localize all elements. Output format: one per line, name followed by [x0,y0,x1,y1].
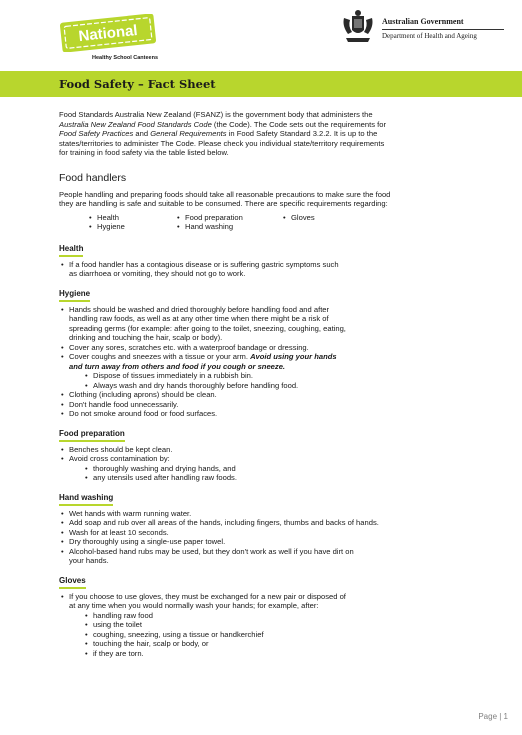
intro-text: in Food Safety Standard 3.2.2. It is up to the [226,129,378,138]
hand-washing-section [59,493,479,566]
logo-subtitle: Healthy School Canteens [92,55,159,61]
list-item-text: Avoid cross contamination by: [69,454,170,463]
list-item-text: Alcohol-based hand rubs may be used, but they don't work as well if you have dirt on [69,546,354,556]
list-item [59,352,479,390]
requirement-item: • Gloves [283,213,363,223]
intro-line: states/territories to administer The Code. Please check you individual state/territory requirements [59,138,385,148]
sub-list-item: • using the toilet [83,620,479,630]
sub-list-item: • thoroughly washing and drying hands, and [83,464,479,474]
requirement-item: • Health [89,213,177,223]
coat-of-arms-icon [340,8,376,46]
page-title: Food Safety – Fact Sheet [59,77,216,91]
list-item-text: at any time when you would normally wash your hands; for example, after: [69,601,319,610]
food-handlers-line: they are handling is safe and suitable to be consumed. There are specific requirements regarding: [59,199,388,208]
list-item [59,592,479,659]
health-list [59,260,479,279]
list-item: • Don't handle food unnecessarily. [59,400,479,410]
sub-list-item: • touching the hair, scalp or body, or [83,639,479,649]
list-item-text: drinking and touching the hair, scalp or body). [69,333,223,342]
list-item: • Wash for at least 10 seconds. [59,528,479,538]
logo-text: National [77,21,139,46]
food-handlers-line: People handling and preparing foods should take all reasonable precautions to make sure the food [59,189,391,199]
intro-line: for training in food safety via the table listed below. [59,148,229,157]
list-item: • Add soap and rub over all areas of the hands, including fingers, thumbs and backs of hands. [59,518,479,528]
food-handlers-heading: Food handlers [59,171,127,184]
sub-list-item: • Dispose of tissues immediately in a rubbish bin. [83,371,479,381]
title-bar [0,71,522,97]
food-preparation-sublist [69,464,479,483]
list-item-text: spreading germs (for example: after going to the toilet, sneezing, coughing, eating, [69,323,346,333]
list-item-text: handling raw foods, as well as at any other time when there might be a risk of [69,314,329,323]
list-item: • Benches should be kept clean. [59,445,479,455]
list-item-text: your hands. [69,556,109,565]
hand-washing-list [59,509,479,566]
gloves-list [59,592,479,659]
main-content [59,110,479,668]
intro-italic: Food Safety Practices [59,129,134,138]
intro-line [59,129,479,139]
hygiene-heading: Hygiene [59,289,90,302]
gloves-heading: Gloves [59,576,86,589]
page-number: Page | 1 [478,712,508,721]
list-item [59,547,479,566]
intro-text: (the Code). The Code sets out the requirements for [211,119,386,129]
list-item-text: as diarrhoea or vomiting, they should not go to work. [69,269,246,278]
health-section [59,244,479,279]
sub-list-item: • handling raw food [83,611,479,621]
gov-name: Australian Government [382,17,464,26]
food-preparation-heading: Food preparation [59,429,125,442]
gloves-sublist [69,611,479,659]
government-logo [340,8,510,48]
sub-list-item: • Always wash and dry hands thoroughly before handling food. [83,381,479,391]
list-item-text: Cover coughs and sneezes with a tissue or your arm. [69,352,251,361]
health-heading: Health [59,244,83,257]
list-item: • Dry thoroughly using a single-use paper towel. [59,537,479,547]
list-item-emphasis: and turn away from others and food if you cough or sneeze. [69,361,286,371]
requirement-item: • Hand washing [177,222,283,232]
requirements-list [89,213,479,232]
list-item: • Cover any sores, scratches etc. with a waterproof bandage or dressing. [59,343,479,353]
list-item [59,305,479,343]
list-item: • Wet hands with warm running water. [59,509,479,519]
hand-washing-heading: Hand washing [59,493,113,506]
list-item-text: Hands should be washed and dried thoroughly before handling food and after [69,304,330,314]
hygiene-sublist [69,371,479,390]
gov-department: Department of Health and Ageing [382,32,477,40]
hygiene-section [59,289,479,419]
intro-italic: Australia New Zealand Food Standards Code [59,119,212,129]
gloves-section [59,576,479,659]
intro-italic: General Requirements [150,129,227,138]
list-item-emphasis: Avoid using your hands [250,352,337,361]
intro-text: and [133,129,151,138]
intro-line [59,120,479,130]
gov-divider [382,29,504,30]
list-item [59,454,479,483]
sub-list-item: • any utensils used after handling raw foods. [83,473,479,483]
intro-line: Food Standards Australia New Zealand (FSANZ) is the government body that administers the [59,110,373,119]
national-logo [55,14,161,52]
list-item: • Clothing (including aprons) should be clean. [59,390,479,400]
food-preparation-list [59,445,479,483]
sub-list-item: • coughing, sneezing, using a tissue or handkerchief [83,630,479,640]
food-handlers-section [59,172,479,232]
list-item [59,260,479,279]
list-item-text: If a food handler has a contagious disease or is suffering gastric symptoms such [69,259,339,269]
list-item-text: If you choose to use gloves, they must be exchanged for a new pair or disposed of [69,591,346,601]
requirement-item: • Food preparation [177,213,283,223]
hygiene-list [59,305,479,419]
food-preparation-section [59,429,479,483]
intro-paragraph [59,110,479,158]
list-item: • Do not smoke around food or food surfaces. [59,409,479,419]
sub-list-item: • if they are torn. [83,649,479,659]
requirement-item: • Hygiene [89,222,177,232]
